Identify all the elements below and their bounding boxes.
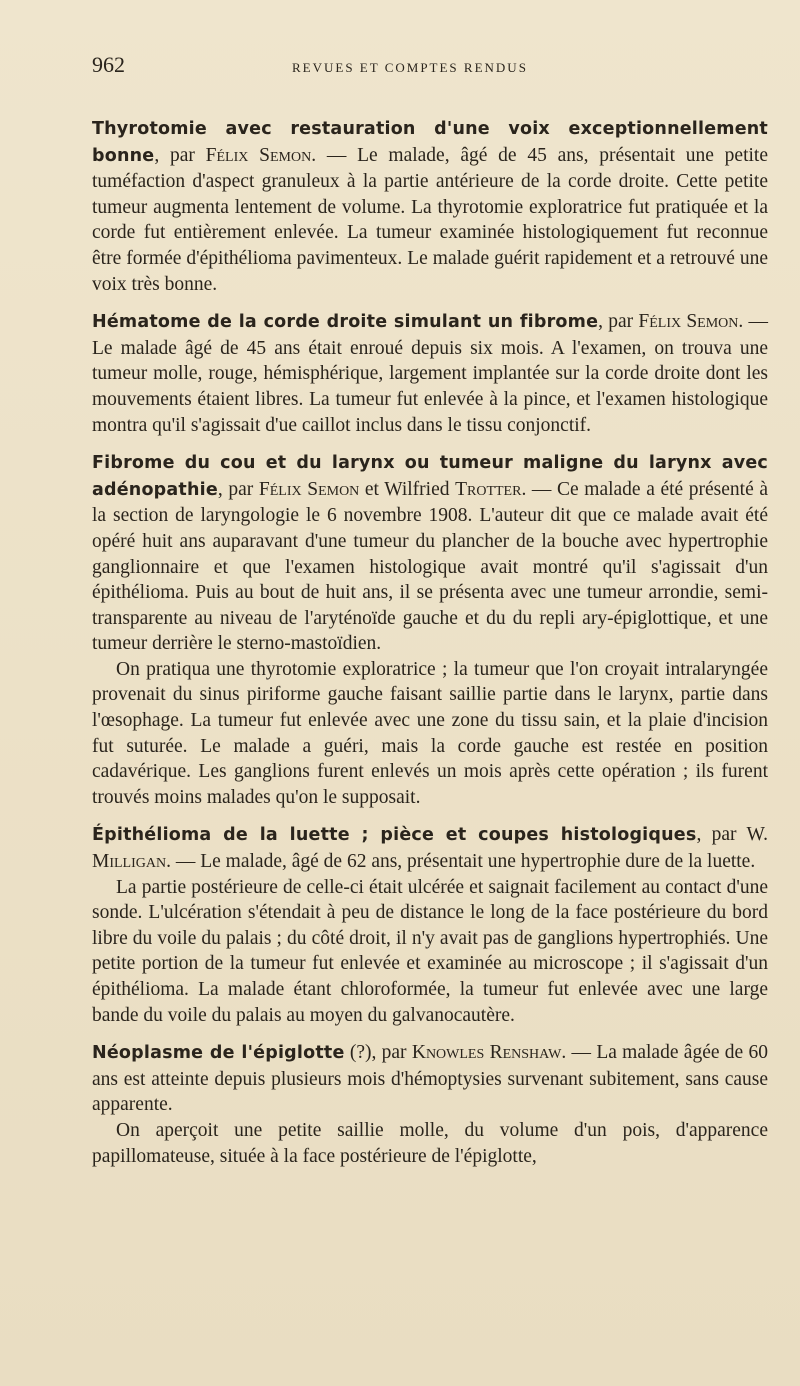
running-title: REVUES ET COMPTES RENDUS [292, 60, 528, 75]
article-title: Hématome de la corde droite simulant un fibrome [92, 312, 599, 333]
author-name: Milligan [92, 851, 167, 873]
author-name: Félix Semon [258, 478, 360, 500]
article-title: Fibrome du cou et du larynx ou tumeur maligne du larynx avec adénopathie [92, 453, 768, 500]
page-header [92, 52, 768, 92]
article-paragraph [92, 1040, 768, 1118]
article-paragraph [92, 822, 768, 874]
article-text: . — Le malade, âgé de 62 ans, présentait une hypertrophie dure de la luette. [166, 851, 756, 873]
article-text: . — La malade âgée de 60 ans est atteinte depuis plusieurs mois d'hémoptysies survenant subitement, sans cause apparente. [92, 1042, 769, 1116]
article-continuation: On pratiqua une thyrotomie exploratrice ; la tumeur que l'on croyait intralaryngée provenait du sinus piriforme gauche faisant saillie partie dans le larynx, partie dans l'œsophage. La tumeur fut enlevée avec une zone du tissu sain, et la plaie d'incision fut suturée. Le malade a guéri, mais la corde gauche est restée en position cadavérique. Les ganglions furent enlevés un mois après cette opération ; ils furent trouvés moins malades qu'on le supposait. [92, 658, 768, 808]
page-number: 962 [92, 52, 125, 77]
article-continuation: On aperçoit une petite saillie molle, du volume d'un pois, d'apparence papillomateuse, située à la face postérieure de l'épiglotte, [92, 1119, 768, 1167]
author-name: Knowles Renshaw [411, 1042, 562, 1064]
page-content [92, 116, 768, 1169]
author-separator: , par [154, 144, 206, 166]
article-continuation: La partie postérieure de celle-ci était ulcérée et saignait facilement au contact d'une sonde. L'ulcération s'étendait à peu de distance le long de la face postérieure du bord libre du voile du palais ; du côté droit, il n'y avait pas de ganglions hypertrophiés. Une petite portion de la tumeur fut enlevée et examinée au microscope ; il s'agissait d'un épithélioma. La malade étant chloroformée, la tumeur fut enlevée avec une large bande du voile du palais au moyen du galvanocautère. [92, 876, 768, 1026]
author-separator: , par W. [696, 824, 768, 846]
author-separator: (?), par [344, 1042, 412, 1064]
author-join: et Wilfried [359, 478, 456, 500]
article-title: Néoplasme de l'épiglotte [92, 1043, 345, 1064]
article-title: Thyrotomie avec restauration d'une voix exceptionnellement bonne [92, 119, 768, 166]
author-separator: , par [598, 311, 639, 333]
author-name: Félix Semon [205, 144, 312, 166]
article-paragraph [92, 450, 768, 657]
article-text: . — Le malade, âgé de 45 ans, présentait une petite tuméfaction d'aspect granuleux à la partie antérieure de la corde droite. Cette petite tumeur augmenta lentement de volume. La thyrotomie exploratrice fut pratiquée et la corde fut entièrement enlevée. La tumeur examinée histologiquement fut reconnue être formée d'épithélioma pavimenteux. Le malade guérit rapidement et a retrouvé une voix très bonne. [92, 144, 768, 295]
article-text: . — Le malade âgé de 45 ans était enroué depuis six mois. A l'examen, on trouva une tumeur molle, rouge, hémisphérique, largement implantée sur la corde droite dont les mouvements étaient libres. La tumeur fut enlevée à la pince, et l'examen histologique montra qu'il s'agissait d'ue caillot inclus dans le tissu conjonctif. [92, 311, 768, 436]
article-title: Épithélioma de la luette ; pièce et coupes histologiques [92, 825, 697, 846]
article-paragraph [92, 116, 768, 297]
author-name: Félix Semon [638, 311, 739, 333]
article-text: . — Ce malade a été présenté à la section de laryngologie le 6 novembre 1908. L'auteur dit que ce malade avait été opéré huit ans auparavant d'une tumeur du plancher de la bouche avec hypertrophie ganglionnaire et que l'examen histologique avait montré qu'il s'agissait d'un épithélioma. Puis au bout de huit ans, il se présenta avec une tumeur arrondie, semi-transparente au niveau de l'aryténoïde gauche et du du repli ary-épiglottique, et une tumeur derrière le sterno-mastoïdien. [92, 478, 768, 655]
author-name-2: Trotter [455, 478, 522, 500]
author-separator: , par [217, 478, 259, 500]
article-paragraph [92, 309, 768, 438]
